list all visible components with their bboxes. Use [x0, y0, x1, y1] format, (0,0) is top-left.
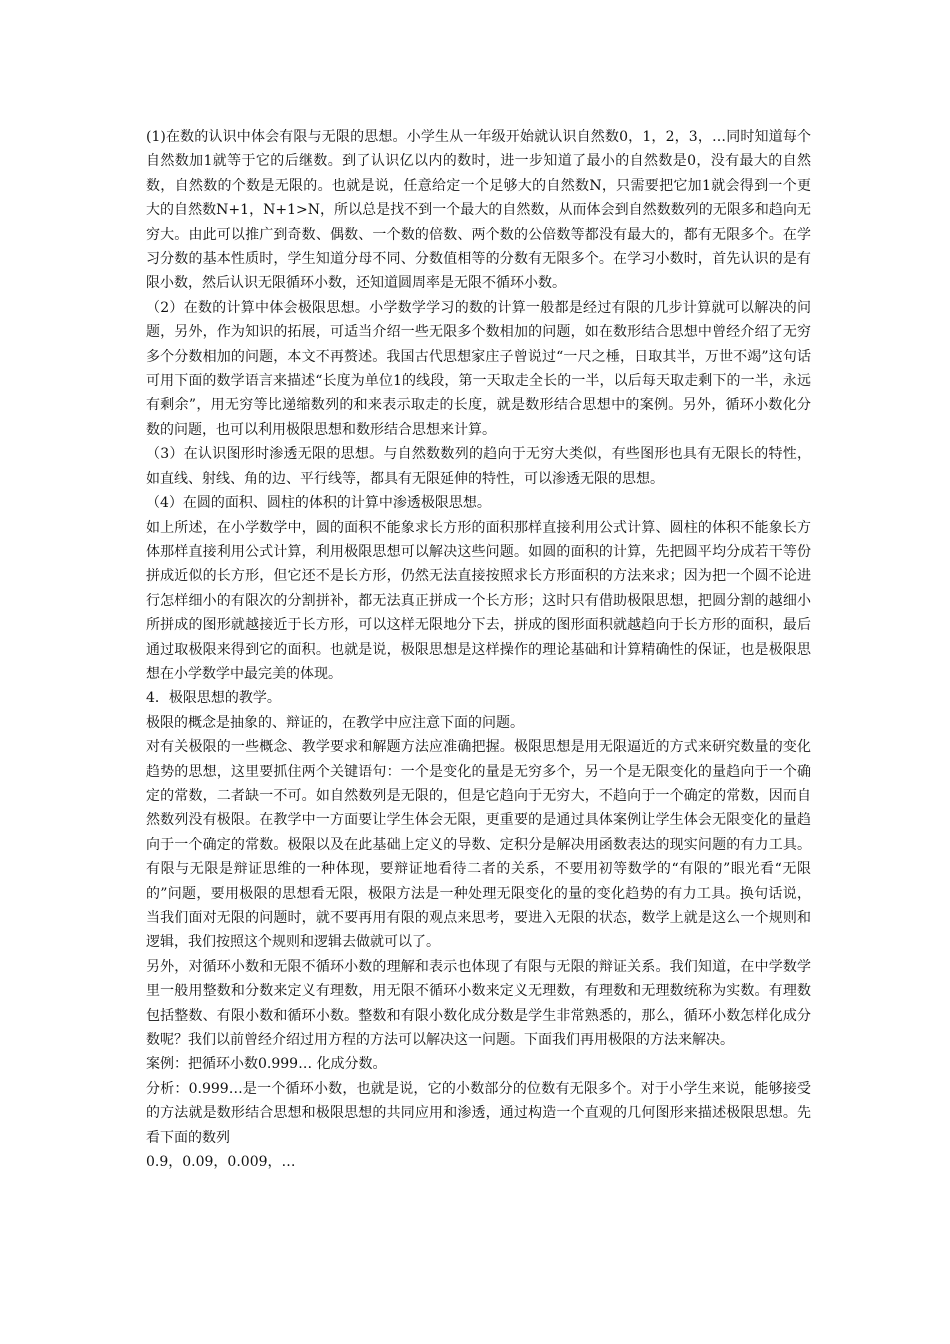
document-body	[146, 125, 811, 1174]
paragraph-repeating-decimals: 另外，对循环小数和无限不循环小数的理解和表示也体现了有限与无限的辩证关系。我们知道，在中学数学里一般用整数和分数来定义有理数，用无限不循环小数来定义无理数，有理数和无理数统称为实数。有理数包括整数、有限小数和循环小数。整数和有限小数化成分数是学生非常熟悉的，那么，循环小数怎样化成分数呢？我们以前曾经介绍过用方程的方法可以解决这一问题。下面我们再用极限的方法来解决。	[146, 958, 811, 1049]
paragraph-circle-area-heading: （4）在圆的面积、圆柱的体积的计算中渗透极限思想。	[146, 495, 491, 512]
paragraph-limit-concept: 极限的概念是抽象的、辩证的，在教学中应注意下面的问题。	[146, 714, 524, 731]
paragraph-geometry-infinite: （3）在认识图形时渗透无限的思想。与自然数数列的趋向于无穷大类似，有些图形也具有无限长的特性，如直线、射线、角的边、平行线等，都具有无限延伸的特性，可以渗透无限的思想。	[146, 446, 811, 487]
paragraph-analysis: 分析：0.999…是一个循环小数，也就是说，它的小数部分的位数有无限多个。对于小学生来说，能够接受的方法就是数形结合思想和极限思想的共同应用和渗透，通过构造一个直观的几何图形来描述极限思想。先看下面的数列	[146, 1080, 811, 1146]
paragraph-calculation-limit: （2）在数的计算中体会极限思想。小学数学学习的数的计算一般都是经过有限的几步计算就可以解决的问题，另外，作为知识的拓展，可适当介绍一些无限多个数相加的问题，如在数形结合思想中曾经介绍了无穷多个分数相加的问题，本文不再赘述。我国古代思想家庄子曾说过“一尺之棰，日取其半，万世不竭”这句话可用下面的数学语言来描述“长度为单位1的线段，第一天取走全长的一半，以后每天取走剩下的一半，永远有剩余”，用无穷等比递缩数列的和来表示取走的长度，就是数形结合思想中的案例。另外，循环小数化分数的问题，也可以利用极限思想和数形结合思想来计算。	[146, 299, 811, 438]
paragraph-number-sense: (1)在数的认识中体会有限与无限的思想。小学生从一年级开始就认识自然数0，1，2，3，…同时知道每个自然数加1就等于它的后继数。到了认识亿以内的数时，进一步知道了最小的自然数是0，没有最大的自然数，自然数的个数是无限的。也就是说，任意给定一个足够大的自然数N，只需要把它加1就会得到一个更大的自然数N+1，N+1>N，所以总是找不到一个最大的自然数，从而体会到自然数数列的无限多和趋向无穷大。由此可以推广到奇数、偶数、一个数的倍数、两个数的公倍数等都没有最大的，都有无限多个。在学习分数的基本性质时，学生知道分母不同、分数值相等的分数有无限多个。在学习小数时，首先认识的是有限小数，然后认识无限循环小数，还知道圆周率是无限不循环小数。	[146, 129, 811, 292]
paragraph-case: 案例：把循环小数0.999… 化成分数。	[146, 1056, 387, 1073]
section-heading-limit-teaching: 4．极限思想的教学。	[146, 690, 281, 707]
paragraph-limit-key-points: 对有关极限的一些概念、教学要求和解题方法应准确把握。极限思想是用无限逼近的方式来研究数量的变化趋势的思想，这里要抓住两个关键语句：一个是变化的量是无穷多个，另一个是无限变化的量趋向于一个确定的常数，二者缺一不可。如自然数列是无限的，但是它趋向于无穷大，不趋向于一个确定的常数，因而自然数列没有极限。在教学中一方面要让学生体会无限，更重要的是通过具体案例让学生体会无限变化的量趋向于一个确定的常数。极限以及在此基础上定义的导数、定积分是解决用函数表达的现实问题的有力工具。有限与无限是辩证思维的一种体现，要辩证地看待二者的关系，不要用初等数学的“有限的”眼光看“无限的”问题，要用极限的思想看无限，极限方法是一种处理无限变化的量的变化趋势的有力工具。换句话说，当我们面对无限的问题时，就不要再用有限的观点来思考，要进入无限的状态，数学上就是这么一个规则和逻辑，我们按照这个规则和逻辑去做就可以了。	[146, 739, 811, 951]
paragraph-circle-area-explanation: 如上所述，在小学数学中，圆的面积不能象求长方形的面积那样直接利用公式计算、圆柱的体积不能象长方体那样直接利用公式计算，利用极限思想可以解决这些问题。如圆的面积的计算，先把圆平均分成若干等份拼成近似的长方形，但它还不是长方形，仍然无法直接按照求长方形面积的方法来求；因为把一个圆不论进行怎样细小的有限次的分割拼补，都无法真正拼成一个长方形；这时只有借助极限思想，把圆分割的越细小所拼成的图形就越接近于长方形，可以这样无限地分下去，拼成的图形面积就越趋向于长方形的面积，最后通过取极限来得到它的面积。也就是说，极限思想是这样操作的理论基础和计算精确性的保证，也是极限思想在小学数学中最完美的体现。	[146, 519, 811, 682]
paragraph-sequence: 0.9，0.09，0.009，…	[146, 1154, 296, 1171]
